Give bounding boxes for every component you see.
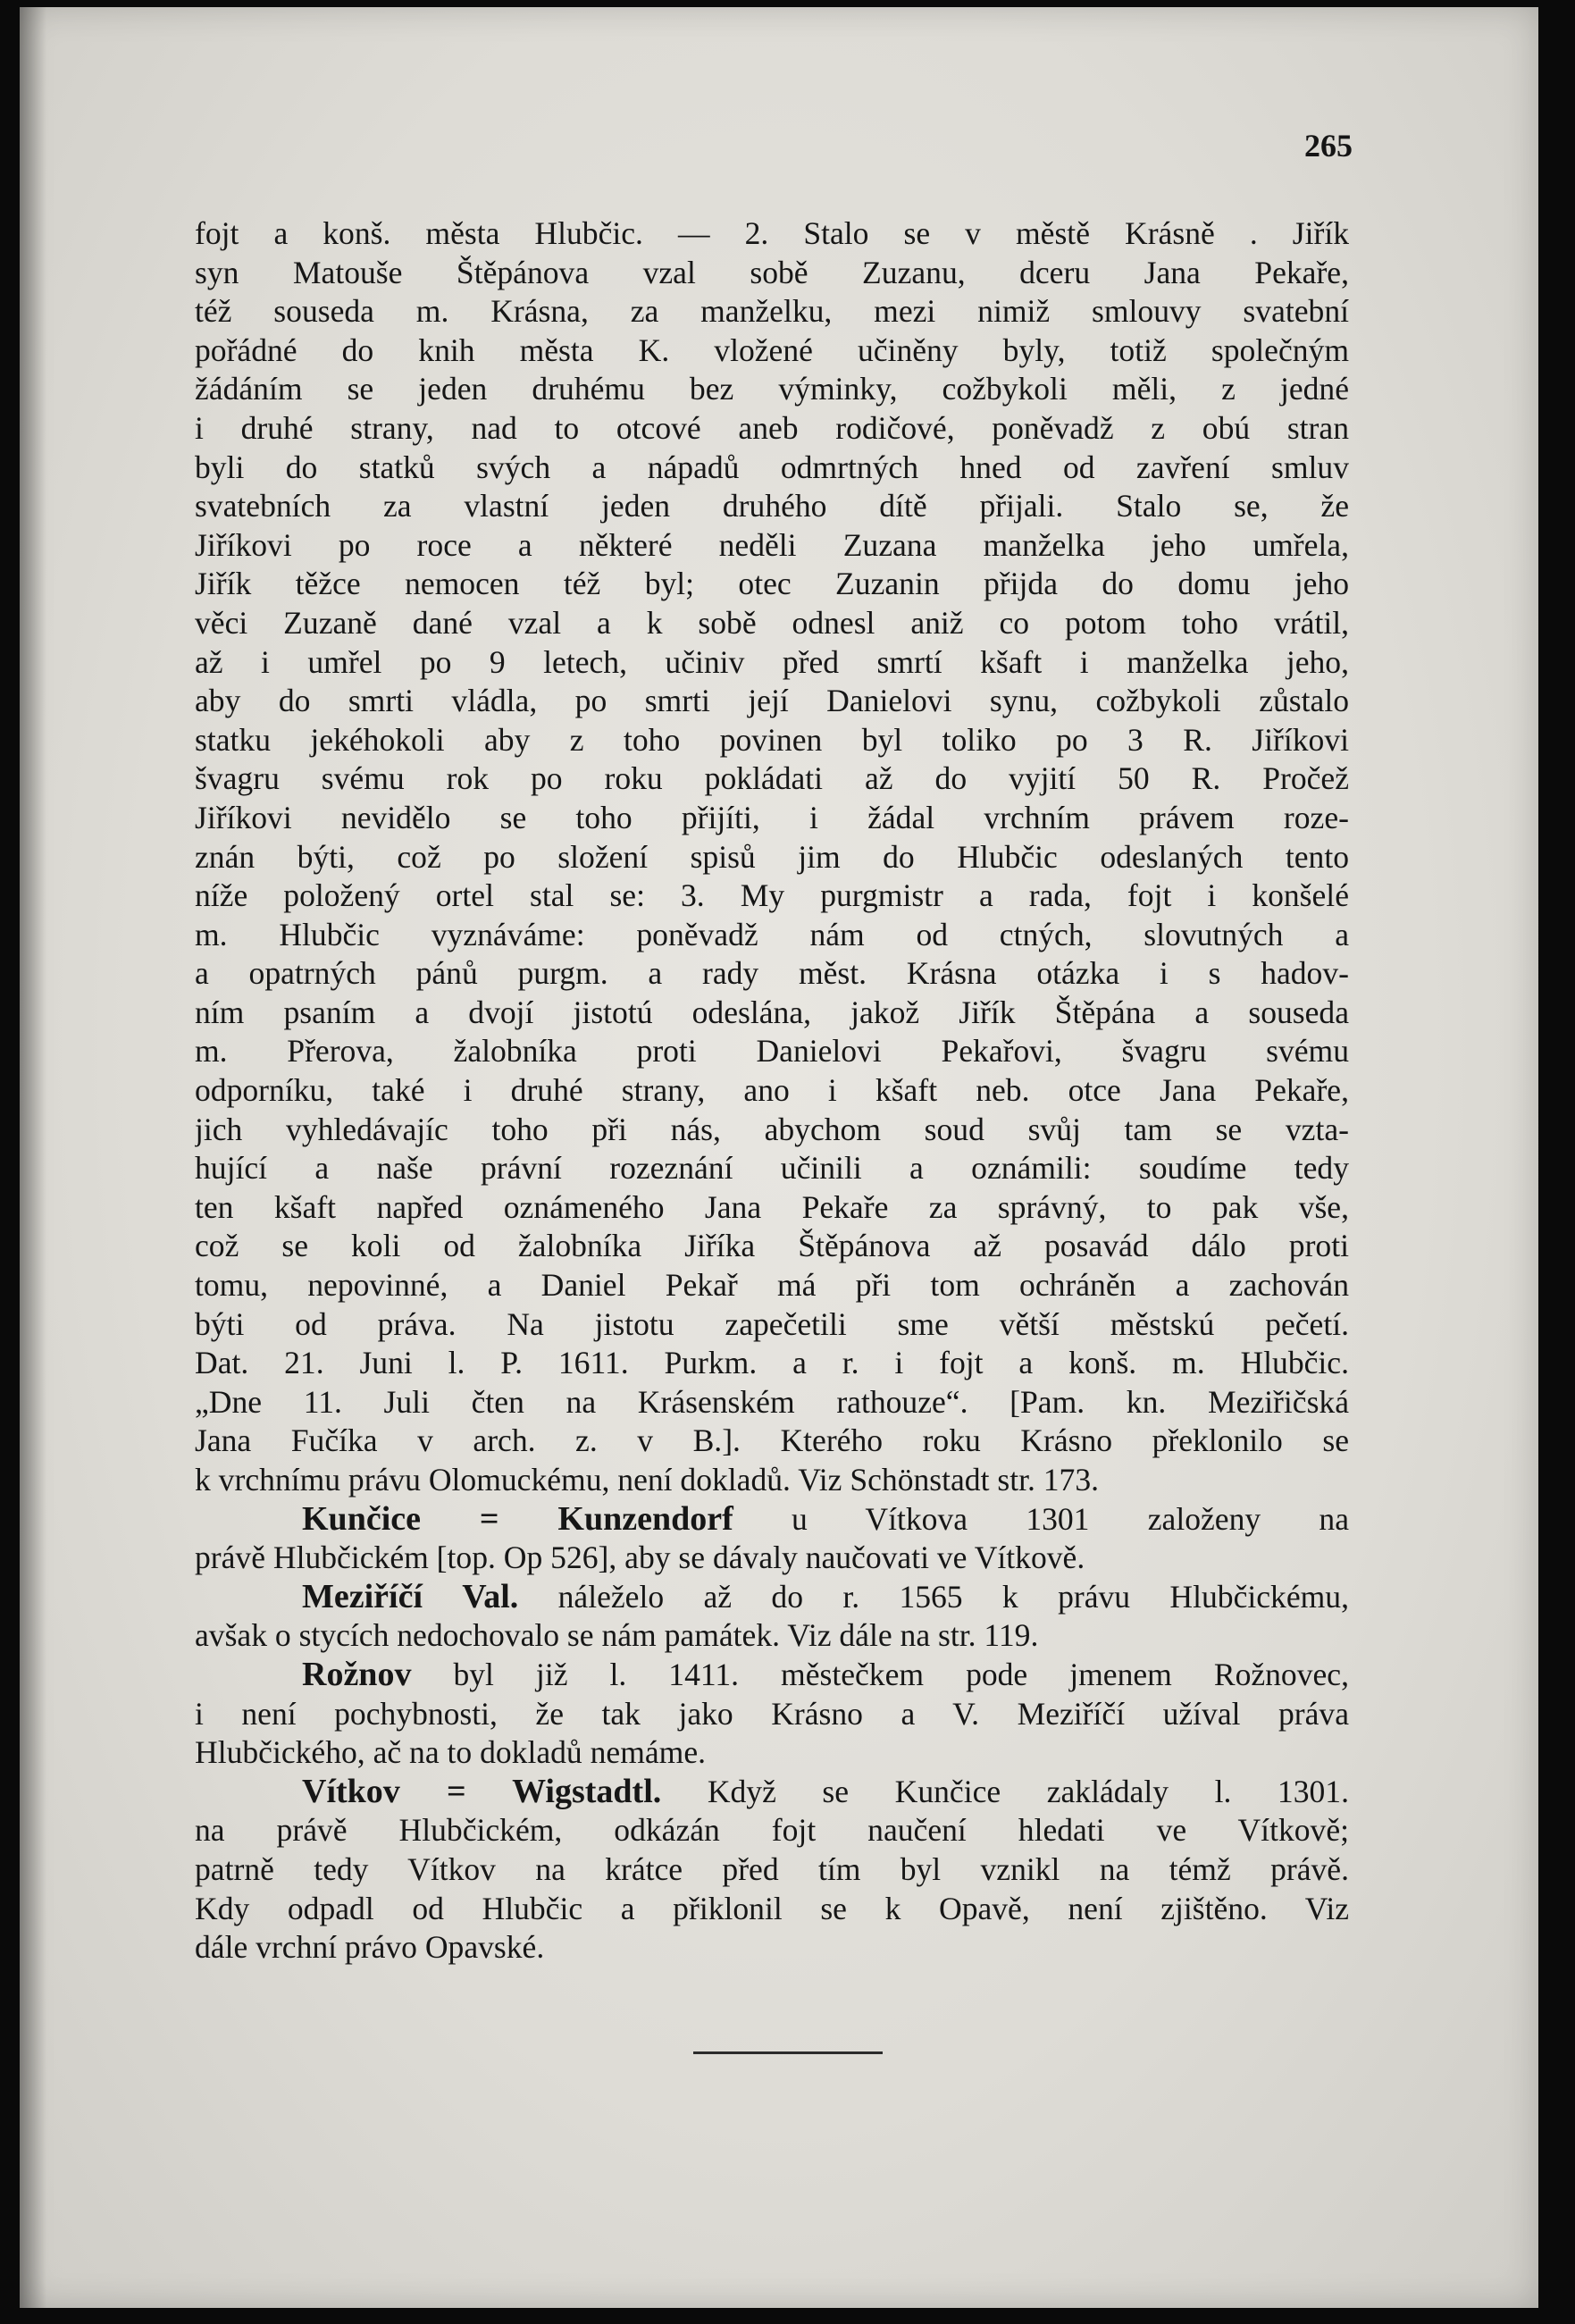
text-line: právě Hlubčickém [top. Op 526], aby se dávaly naučovati ve Vítkově. xyxy=(195,1540,1085,1576)
text-line: k vrchnímu právu Olomuckému, není dokladů. Viz Schönstadt str. 173. xyxy=(195,1462,1100,1498)
entry-heading: Kunčice = Kunzendorf xyxy=(302,1499,733,1538)
page-number: 265 xyxy=(1304,128,1353,164)
text-line: „Dne 11. Juli čten na Krásenském rathouze“. [Pam. kn. Meziřičská xyxy=(195,1383,1349,1420)
text-line: Jiřík těžce nemocen též byl; otec Zuzanin přijda do domu jeho xyxy=(195,566,1349,602)
closing-rule xyxy=(693,2051,883,2054)
body-text xyxy=(195,214,1349,1967)
text-line: aby do smrti vládla, po smrti její Danielovi synu, cožbykoli zůstalo xyxy=(195,683,1349,719)
text-line xyxy=(195,1656,1349,1695)
text-line: statku jekéhokoli aby z toho povinen byl toliko po 3 R. Jiříkovi xyxy=(195,721,1349,758)
paragraph-vitkov xyxy=(195,1773,1349,1967)
text-line: ten kšaft napřed oznámeného Jana Pekaře za správný, to pak vše, xyxy=(195,1188,1349,1225)
text-line: syn Matouše Štěpánova vzal sobě Zuzanu, dceru Jana Pekaře, xyxy=(195,254,1349,290)
text-line: a opatrných pánů purgm. a rady měst. Krásna otázka i s hadov- xyxy=(195,955,1349,992)
text-line xyxy=(195,1578,1349,1617)
entry-heading: Meziříčí Val. xyxy=(302,1577,519,1615)
text-line: žádáním se jeden druhému bez výminky, cožbykoli měli, z jedné xyxy=(195,371,1349,407)
text-line: byli do statků svých a nápadů odmrtných hned od zavření smluv xyxy=(195,449,1349,485)
text-line: m. Hlubčic vyznáváme: poněvadž nám od ctných, slovutných a xyxy=(195,916,1349,952)
text-line: patrně tedy Vítkov na krátce před tím byl vznikl na témž právě. xyxy=(195,1850,1349,1887)
paragraph-mezirici xyxy=(195,1578,1349,1656)
text-line: tomu, nepovinné, a Daniel Pekař má při tom ochráněn a zachován xyxy=(195,1267,1349,1304)
paragraph-roznov xyxy=(195,1656,1349,1773)
text-line: avšak o stycích nedochovalo se nám památek. Viz dále na str. 119. xyxy=(195,1617,1039,1654)
text-line: Dat. 21. Juni l. P. 1611. Purkm. a r. i fojt a konš. m. Hlubčic. xyxy=(195,1345,1349,1381)
paragraph-krasno xyxy=(195,214,1349,1500)
text-line: i druhé strany, nad to otcové aneb rodičové, poněvadž z obú stran xyxy=(195,409,1349,446)
text-line: což se koli od žalobníka Jiříka Štěpánova až posavád dálo proti xyxy=(195,1228,1349,1264)
text-line xyxy=(195,1500,1349,1540)
entry-text: náleželo až do r. 1565 k právu Hlubčickému, xyxy=(557,1578,1349,1615)
text-line: níže položený ortel stal se: 3. My purgmistr a rada, fojt i konšelé xyxy=(195,877,1349,914)
text-line: znán býti, což po složení spisů jim do Hlubčic odeslaných tento xyxy=(195,838,1349,875)
text-line: svatebních za vlastní jeden druhého dítě přijali. Stalo se, že xyxy=(195,488,1349,524)
text-line: i není pochybnosti, že tak jako Krásno a V. Meziříčí užíval práva xyxy=(195,1695,1349,1732)
text-line: ním psaním a dvojí jistotú odeslána, jakož Jiřík Štěpána a souseda xyxy=(195,994,1349,1030)
entry-heading: Vítkov = Wigstadtl. xyxy=(302,1772,662,1810)
text-line: věci Zuzaně dané vzal a k sobě odnesl aniž co potom toho vrátil, xyxy=(195,604,1349,641)
paragraph-kuncice xyxy=(195,1500,1349,1578)
text-line: švagru svému rok po roku pokládati až do vyjití 50 R. Pročež xyxy=(195,760,1349,797)
text-line: Kdy odpadl od Hlubčic a přiklonil se k Opavě, není zjištěno. Viz xyxy=(195,1890,1349,1926)
text-line: též souseda m. Krásna, za manželku, mezi nimiž smlouvy svatební xyxy=(195,293,1349,330)
text-line: m. Přerova, žalobníka proti Danielovi Pekařovi, švagru svému xyxy=(195,1033,1349,1070)
text-line: Jiříkovi po roce a některé neděli Zuzana manželka jeho umřela, xyxy=(195,526,1349,563)
entry-heading: Rožnov xyxy=(302,1655,412,1693)
text-line: pořádné do knih města K. vložené učiněny byly, totiž společným xyxy=(195,331,1349,368)
text-line: dále vrchní právo Opavské. xyxy=(195,1929,545,1966)
entry-text: Když se Kunčice zakládaly l. 1301. xyxy=(707,1773,1349,1809)
text-line: jich vyhledávajíc toho při nás, abychom soud svůj tam se vzta- xyxy=(195,1111,1349,1147)
text-line: Jiříkovi nevidělo se toho přijíti, i žádal vrchním právem roze- xyxy=(195,799,1349,835)
text-line: odporníku, také i druhé strany, ano i kšaft neb. otce Jana Pekaře, xyxy=(195,1072,1349,1109)
text-line: Hlubčického, ač na to dokladů nemáme. xyxy=(195,1734,707,1771)
text-line: Jana Fučíka v arch. z. v B.]. Kterého roku Krásno překlonilo se xyxy=(195,1422,1349,1459)
text-line: až i umřel po 9 letech, učiniv před smrtí kšaft i manželka jeho, xyxy=(195,643,1349,680)
text-line: na právě Hlubčickém, odkázán fojt naučení hledati ve Vítkově; xyxy=(195,1812,1349,1849)
entry-text: byl již l. 1411. městečkem pode jmenem Rožnovec, xyxy=(453,1656,1349,1692)
text-line: fojt a konš. města Hlubčic. — 2. Stalo se v městě Krásně . Jiřík xyxy=(195,215,1349,251)
binding-shadow xyxy=(20,7,46,2308)
entry-text: u Vítkova 1301 založeny na xyxy=(792,1500,1349,1537)
text-line xyxy=(195,1773,1349,1812)
text-line: hující a naše právní rozeznání učinili a oznámili: soudíme tedy xyxy=(195,1150,1349,1187)
text-line: býti od práva. Na jistotu zapečetili sme větší městskú pečetí. xyxy=(195,1305,1349,1342)
